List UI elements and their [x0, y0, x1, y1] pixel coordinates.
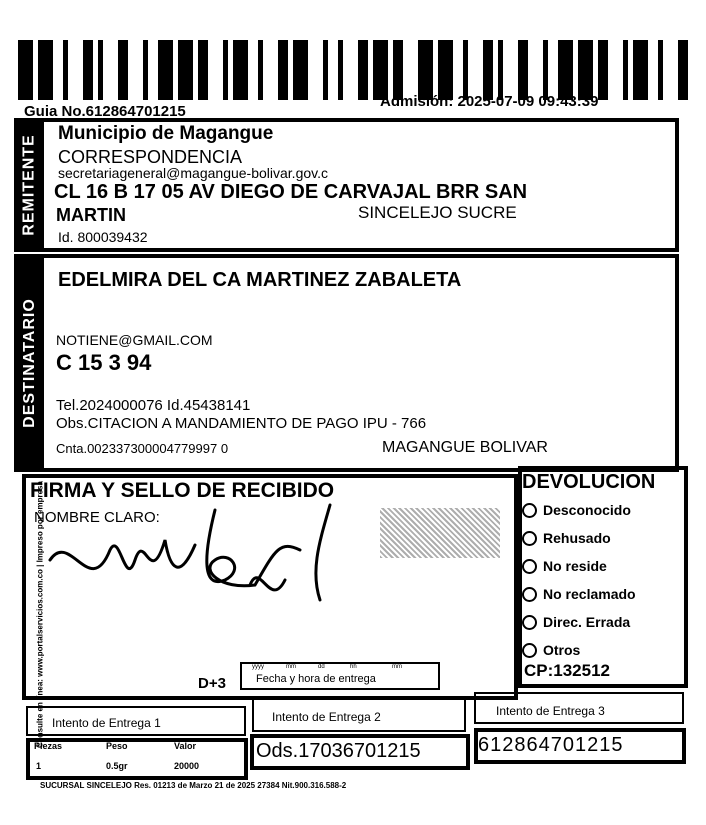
date-header-hh: hh: [350, 664, 357, 670]
sender-city: SINCELEJO SUCRE: [358, 203, 517, 222]
signature: [30, 490, 360, 620]
header-valor: Valor: [174, 741, 197, 751]
radio-circle-icon: [522, 503, 537, 518]
option-direc-errada[interactable]: Direc. Errada: [522, 614, 630, 630]
guide-number-header: Guia No.612864701215: [24, 103, 186, 120]
barcode-bar: [483, 40, 493, 100]
barcode-bar: [143, 40, 148, 100]
radio-circle-icon: [522, 643, 537, 658]
header-piezas: Piezas: [34, 741, 63, 751]
barcode-bar: [338, 40, 343, 100]
sender-address-2: MARTIN: [56, 205, 126, 225]
barcode-bar: [623, 40, 628, 100]
barcode-bar: [223, 40, 228, 100]
value-valor: 20000: [174, 761, 200, 771]
barcode-bar: [83, 40, 93, 100]
barcode-bar: [373, 40, 388, 100]
barcode-bar: [543, 40, 548, 100]
barcode-bar: [463, 40, 468, 100]
barcode-bar: [633, 40, 648, 100]
stamp-dither: [380, 508, 500, 558]
barcode-bar: [658, 40, 663, 100]
barcode-bar: [278, 40, 288, 100]
sender-name: Municipio de Magangue: [58, 123, 274, 144]
date-header-min: mm: [392, 664, 402, 670]
barcode-bar: [18, 40, 33, 100]
barcode-bar: [38, 40, 53, 100]
recipient-name: EDELMIRA DEL CA MARTINEZ ZABALETA: [58, 269, 462, 291]
barcode-bar: [118, 40, 128, 100]
date-header-mm: mm: [286, 664, 296, 670]
barcode-bar: [598, 40, 608, 100]
barcode-bar: [323, 40, 328, 100]
barcode: [18, 40, 688, 100]
sender-address-1: CL 16 B 17 05 AV DIEGO DE CARVAJAL BRR SAN: [54, 181, 528, 203]
destinatario-label: DESTINATARIO: [16, 256, 44, 470]
postal-code: CP:132512: [524, 661, 611, 680]
barcode-bar: [258, 40, 263, 100]
ods-number: Ods.17036701215: [256, 740, 421, 762]
option-desconocido[interactable]: Desconocido: [522, 502, 631, 518]
barcode-bar: [358, 40, 368, 100]
devolucion-title: DEVOLUCION: [522, 471, 656, 493]
radio-circle-icon: [522, 559, 537, 574]
remitente-label: REMITENTE: [16, 120, 44, 250]
guide-number: 612864701215: [478, 734, 624, 756]
barcode-bar: [233, 40, 248, 100]
footer-text: SUCURSAL SINCELEJO Res. 01213 de Marzo 21 de 2025 27384 Nit.900.316.588-2: [40, 781, 347, 790]
receipt-title: FIRMA Y SELLO DE RECIBIDO: [30, 479, 335, 502]
admission-date: Admisión: 2025-07-09 09:43:39: [380, 93, 599, 110]
option-no-reclamado[interactable]: No reclamado: [522, 586, 636, 602]
recipient-address: C 15 3 94: [56, 350, 152, 375]
service-label: D+3: [198, 675, 226, 692]
option-otros[interactable]: Otros: [522, 642, 580, 658]
header-peso: Peso: [106, 741, 128, 751]
sender-id: Id. 800039432: [58, 229, 148, 245]
sender-email: secretariageneral@magangue-bolivar.gov.c: [58, 165, 328, 181]
barcode-bar: [518, 40, 528, 100]
radio-circle-icon: [522, 531, 537, 546]
date-header-dd: dd: [318, 664, 325, 670]
date-header-yyyy: yyyy: [252, 664, 264, 670]
name-label: NOMBRE CLARO:: [34, 509, 160, 526]
radio-circle-icon: [522, 615, 537, 630]
barcode-bar: [98, 40, 103, 100]
barcode-bar: [158, 40, 173, 100]
attempt-3-label: Intento de Entrega 3: [496, 704, 605, 718]
barcode-bar: [198, 40, 208, 100]
recipient-observation: Obs.CITACION A MANDAMIENTO DE PAGO IPU - 766: [56, 415, 427, 432]
barcode-bar: [293, 40, 308, 100]
value-piezas: 1: [36, 761, 42, 771]
value-peso: 0.5gr: [106, 761, 128, 771]
barcode-bar: [498, 40, 503, 100]
barcode-bar: [178, 40, 193, 100]
date-label: Fecha y hora de entrega: [256, 673, 376, 685]
sender-department: CORRESPONDENCIA: [58, 147, 243, 167]
attempt-1-label: Intento de Entrega 1: [52, 716, 161, 730]
barcode-bar: [578, 40, 593, 100]
barcode-bar: [438, 40, 453, 100]
option-no-reside[interactable]: No reside: [522, 558, 607, 574]
recipient-account: Cnta.002337300004779997 0: [56, 441, 229, 456]
barcode-bar: [558, 40, 573, 100]
barcode-bar: [678, 40, 688, 100]
barcode-bar: [63, 40, 68, 100]
option-rehusado[interactable]: Rehusado: [522, 530, 611, 546]
side-text: Consulte en línea: www.portalservicios.com.co | Impreso por empresa: [35, 481, 45, 748]
recipient-phone-id: Tel.2024000076 Id.45438141: [56, 397, 251, 414]
recipient-city: MAGANGUE BOLIVAR: [382, 439, 548, 456]
recipient-email: NOTIENE@GMAIL.COM: [56, 332, 213, 348]
attempt-2-label: Intento de Entrega 2: [272, 710, 381, 724]
barcode-bar: [393, 40, 403, 100]
radio-circle-icon: [522, 587, 537, 602]
barcode-bar: [418, 40, 433, 100]
